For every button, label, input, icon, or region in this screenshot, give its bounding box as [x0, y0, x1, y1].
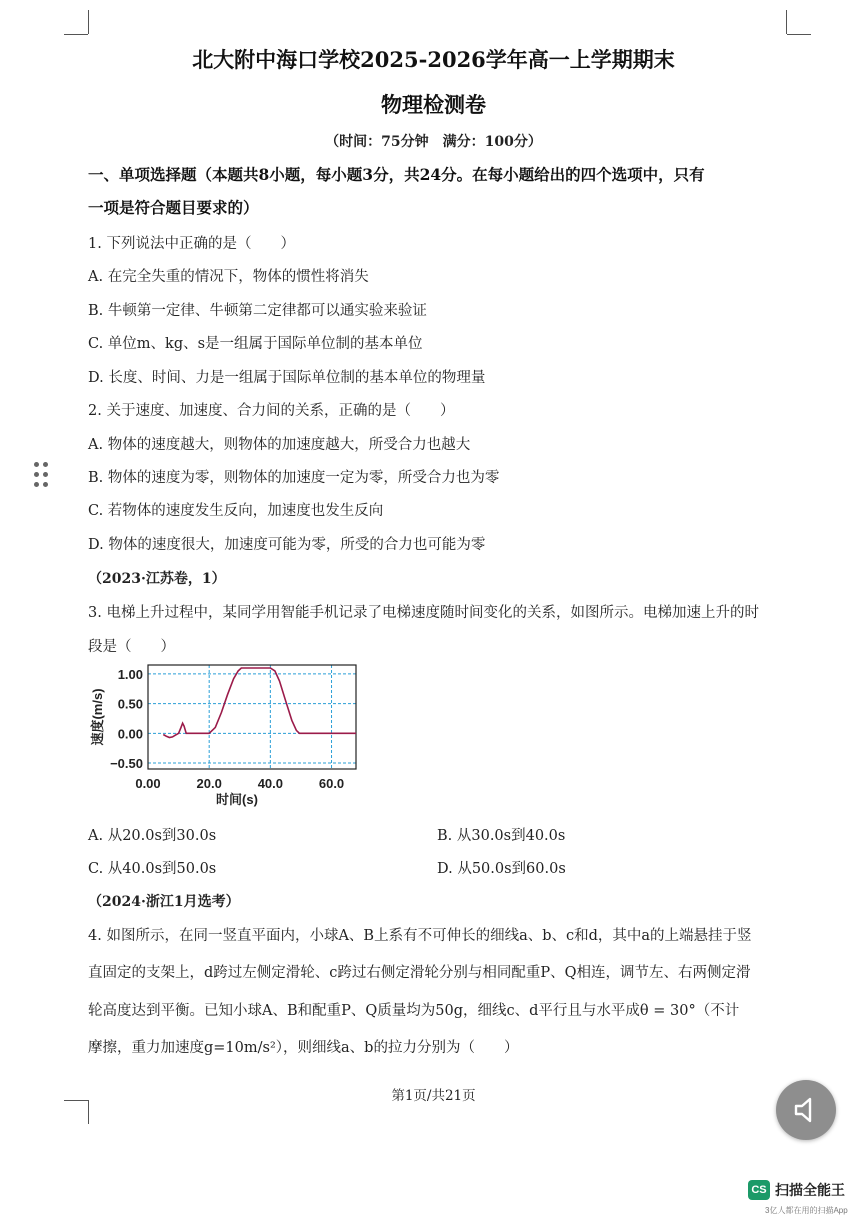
x-tick-label: 40.0: [257, 776, 284, 791]
question-2-option-c: C. 若物体的速度发生反向，加速度也发生反向: [88, 503, 384, 519]
plot-frame: [148, 665, 356, 769]
question-3-stem-cont: 段是（ ）: [88, 639, 175, 655]
question-1-stem: 1. 下列说法中正确的是（ ）: [88, 236, 295, 252]
crop-mark-top-right-v: [786, 10, 787, 34]
x-tick-label: 0.00: [135, 776, 161, 791]
y-tick-label: −0.50: [110, 756, 143, 772]
question-3-option-b: B. 从30.0s到40.0s: [437, 828, 566, 844]
question-2-option-d: D. 物体的速度很大，加速度可能为零，所受的合力也可能为零: [88, 537, 486, 553]
speaker-icon: [792, 1096, 820, 1124]
x-tick-label: 20.0: [196, 776, 222, 791]
question-3-stem: 3. 电梯上升过程中，某同学用智能手机记录了电梯速度随时间变化的关系，如图所示。电梯加速上升的时: [88, 605, 759, 621]
velocity-series-line: [163, 668, 356, 738]
x-axis-label: 时间(s): [216, 792, 258, 807]
question-3-option-a: A. 从20.0s到30.0s: [88, 828, 217, 844]
section-heading: 一、单项选择题（本题共8小题，每小题3分，共24分。在每小题给出的四个选项中，只有: [88, 165, 705, 184]
question-3-option-d: D. 从50.0s到60.0s: [437, 861, 566, 877]
exam-title: 北大附中海口学校2025-2026学年高一上学期期末: [192, 47, 675, 72]
question-4-stem-line2: 直固定的支架上，d跨过左侧定滑轮、c跨过右侧定滑轮分别与相同配重P、Q相连，调节左、右两侧定滑: [88, 965, 751, 981]
question-1-option-d: D. 长度、时间、力是一组属于国际单位制的基本单位的物理量: [88, 370, 486, 386]
question-4-stem-line4: 摩擦，重力加速度g=10m/s²），则细线a、b的拉力分别为（ ）: [88, 1040, 519, 1056]
x-tick-label: 60.0: [318, 776, 345, 791]
y-tick-label: 1.00: [117, 666, 143, 682]
question-2-stem: 2. 关于速度、加速度、合力间的关系，正确的是（ ）: [88, 403, 455, 419]
question-3-option-c: C. 从40.0s到50.0s: [88, 861, 217, 877]
x-tick-labels: [135, 776, 344, 791]
question-2-option-b: B. 物体的速度为零，则物体的加速度一定为零，所受合力也为零: [88, 470, 500, 486]
exam-subtitle: 物理检测卷: [381, 92, 486, 117]
question-1-option-c: C. 单位m、kg、s是一组属于国际单位制的基本单位: [88, 336, 423, 352]
camscanner-name: 扫描全能王: [775, 1182, 845, 1198]
velocity-time-chart: [82, 660, 382, 810]
question-4-stem-line3: 轮高度达到平衡。已知小球A、B和配重P、Q质量均为50g，细线c、d平行且与水平成θ = 30°（不计: [88, 1003, 740, 1019]
crop-mark-top-left-h: [64, 34, 88, 35]
drag-handle-icon[interactable]: [34, 462, 52, 490]
chart-grid: [148, 665, 356, 769]
speaker-button[interactable]: [776, 1080, 836, 1140]
crop-mark-top-right-h: [787, 34, 811, 35]
y-tick-label: 0.00: [117, 726, 143, 742]
question-1-option-b: B. 牛顿第一定律、牛顿第二定律都可以通实验来验证: [88, 303, 427, 319]
page-number: 第1页/共21页: [391, 1088, 476, 1104]
section-heading-cont: 一项是符合题目要求的）: [88, 198, 259, 217]
question-4-source: （2024·浙江1月选考）: [88, 894, 240, 910]
y-axis-label: 速度(m/s): [90, 688, 105, 746]
question-1-option-a: A. 在完全失重的情况下，物体的惯性将消失: [88, 269, 369, 285]
camscanner-tagline: 3亿人都在用的扫描App: [765, 1206, 848, 1215]
y-tick-label: 0.50: [117, 696, 143, 712]
y-tick-labels: [110, 667, 143, 771]
question-3-source: （2023·江苏卷，1）: [88, 571, 226, 587]
crop-mark-top-left-v: [88, 10, 89, 34]
exam-info: （时间：75分钟 满分：100分）: [325, 134, 542, 150]
question-4-stem-line1: 4. 如图所示，在同一竖直平面内，小球A、B上系有不可伸长的细线a、b、c和d，其中a的上端悬挂于竖: [88, 928, 752, 944]
question-2-option-a: A. 物体的速度越大，则物体的加速度越大，所受合力也越大: [88, 437, 471, 453]
camscanner-logo: CS: [748, 1180, 770, 1200]
